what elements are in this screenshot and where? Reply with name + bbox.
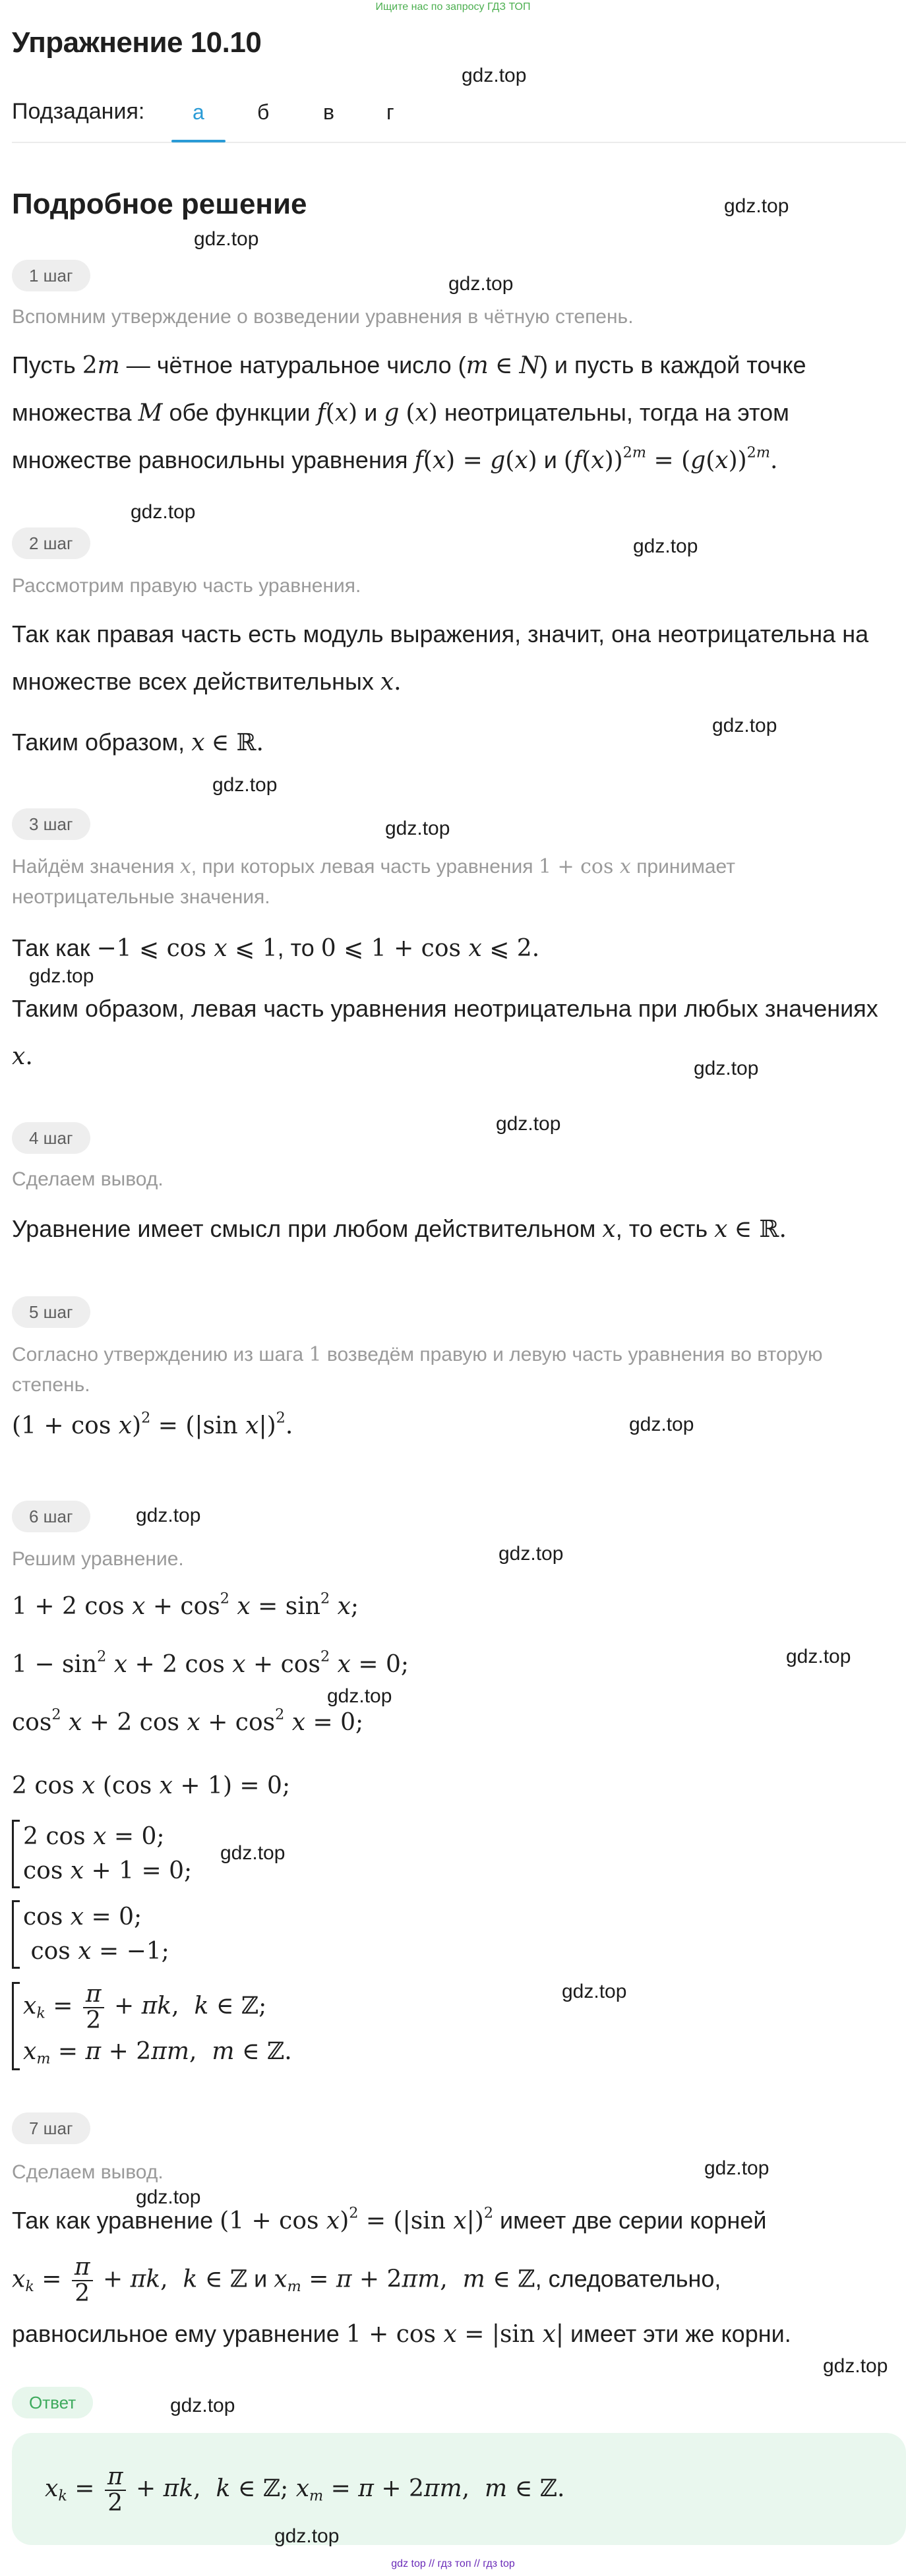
- step-hint-2: Рассмотрим правую часть уравнения.: [12, 575, 361, 597]
- answer-formula: $x_k$ = $\frac{\pi}{2}$ + πk, k ∈ ℤ; $x_m = \pi + 2\pi m$, m ∈ ℤ.: [45, 2463, 565, 2517]
- step-badge-3: 3 шаг: [12, 808, 90, 840]
- tab-v[interactable]: в: [323, 100, 334, 124]
- step1-line3: множестве равносильны уравнения f(x) = g(x) и $(f(x))^{2m} = (g(x))^{2m}$.: [12, 444, 778, 474]
- step-badge-2: 2 шаг: [12, 527, 90, 559]
- watermark: gdz.top: [823, 2355, 888, 2377]
- step-badge-6: 6 шаг: [12, 1501, 90, 1532]
- step2-line1: Так как правая часть есть модуль выражения, значит, она неотрицательна на: [12, 620, 869, 647]
- watermark: gdz.top: [131, 501, 196, 523]
- step3-line3: x.: [12, 1043, 33, 1070]
- divider: [12, 142, 906, 143]
- watermark: gdz.top: [274, 2525, 340, 2547]
- watermark: gdz.top: [385, 818, 450, 839]
- step7-line3: равносильное ему уравнение 1 + cos x = |sin x| имеет эти же корни.: [12, 2320, 791, 2348]
- step4-line1: Уравнение имеет смысл при любом действительном x, то есть x ∈ ℝ.: [12, 1215, 787, 1243]
- watermark: gdz.top: [448, 273, 514, 295]
- footer-links[interactable]: gdz top // гдз топ // гдз top: [391, 2558, 515, 2569]
- page-title: Упражнение 10.10: [12, 26, 262, 59]
- answer-badge: Ответ: [12, 2387, 93, 2418]
- step2-line2: множестве всех действительных x.: [12, 668, 402, 696]
- step3-line1: Так как −1 ⩽ cos x ⩽ 1, то 0 ⩽ 1 + cos x ⩽ 2.: [12, 934, 540, 962]
- tab-a[interactable]: а: [193, 100, 204, 124]
- step6-eq4: 2 cos x (cos x + 1) = 0;: [12, 1772, 291, 1799]
- step7-line2: $x_k$ = $\frac{\pi}{2}$ + πk, k ∈ ℤ и $x_m = \pi + 2\pi m$, m ∈ ℤ, следовательно,: [12, 2254, 721, 2307]
- tab-b[interactable]: б: [257, 100, 270, 124]
- watermark: gdz.top: [194, 228, 259, 250]
- watermark: gdz.top: [170, 2395, 235, 2416]
- step1-line2: множества M обе функции f(x) и g (x) неотрицательны, тогда на этом: [12, 399, 789, 427]
- step-hint-6: Решим уравнение.: [12, 1548, 184, 1570]
- step-hint-5: Согласно утверждению из шага 1 возведём правую и левую часть уравнения во вторую степень.: [12, 1343, 823, 1396]
- subtasks-label: Подзадания:: [12, 99, 145, 124]
- step-badge-7: 7 шаг: [12, 2112, 90, 2144]
- step-hint-3: Найдём значения x, при которых левая часть уравнения 1 + cos x принимает неотрицательные значения.: [12, 855, 735, 908]
- step1-line1: Пусть 2m — чётное натуральное число (m ∈ N) и пусть в каждой точке: [12, 351, 806, 379]
- step6-system1: 2 cos x = 0; cos x + 1 = 0;: [12, 1820, 192, 1888]
- watermark: gdz.top: [212, 774, 278, 796]
- watermark: gdz.top: [629, 1414, 694, 1435]
- step-badge-5: 5 шаг: [12, 1296, 90, 1328]
- step-hint-7: Сделаем вывод.: [12, 2161, 164, 2183]
- step-hint-4: Сделаем вывод.: [12, 1168, 164, 1190]
- step6-eq2: $1 - \sin^2 x + 2$ $\cos x + \cos^2 x = 0$;: [12, 1648, 409, 1678]
- watermark: gdz.top: [724, 195, 789, 217]
- step6-system3: $x_k$ = $\frac{\pi}{2}$ + πk, k ∈ ℤ; $x_m = \pi + 2\pi m$, m ∈ ℤ.: [12, 1982, 292, 2070]
- watermark: gdz.top: [327, 1685, 392, 1707]
- watermark: gdz.top: [496, 1113, 561, 1135]
- watermark: gdz.top: [136, 1505, 201, 1526]
- watermark: gdz.top: [694, 1058, 759, 1079]
- step2-line3: Таким образом, x ∈ ℝ.: [12, 729, 264, 756]
- step-badge-1: 1 шаг: [12, 260, 90, 291]
- active-tab-indicator: [171, 140, 226, 142]
- tab-g[interactable]: г: [386, 100, 394, 124]
- step5-equation: $(1 + \cos x)^2 = (|\sin$ x|)$^2$.: [12, 1409, 293, 1439]
- watermark: gdz.top: [136, 2186, 201, 2208]
- top-banner[interactable]: Ищите нас по запросу ГДЗ ТОП: [375, 1, 531, 13]
- step6-system2: cos x = 0; cos x = −1;: [12, 1900, 169, 1969]
- step-badge-4: 4 шаг: [12, 1122, 90, 1154]
- watermark: gdz.top: [786, 1646, 851, 1667]
- watermark: gdz.top: [29, 965, 94, 987]
- watermark: gdz.top: [704, 2157, 770, 2179]
- step7-line1: Так как уравнение $(1 + \cos x)^2 = (|\sin$ x|)$^2$ имеет две серии корней: [12, 2204, 767, 2234]
- step6-eq1: 1 + 2 $\cos x + \cos^2 x = \sin^2 x$;: [12, 1590, 359, 1620]
- solution-heading: Подробное решение: [12, 188, 307, 220]
- watermark: gdz.top: [498, 1543, 564, 1565]
- watermark: gdz.top: [220, 1842, 286, 1864]
- step6-eq3: $\cos^2 x + 2$ $\cos x + \cos^2 x = 0$;: [12, 1706, 364, 1736]
- step-hint-1: Вспомним утверждение о возведении уравнения в чётную степень.: [12, 306, 634, 328]
- step3-line2: Таким образом, левая часть уравнения неотрицательна при любых значениях: [12, 995, 878, 1022]
- watermark: gdz.top: [562, 1981, 627, 2002]
- watermark: gdz.top: [462, 65, 527, 86]
- watermark: gdz.top: [633, 535, 698, 557]
- watermark: gdz.top: [712, 715, 777, 736]
